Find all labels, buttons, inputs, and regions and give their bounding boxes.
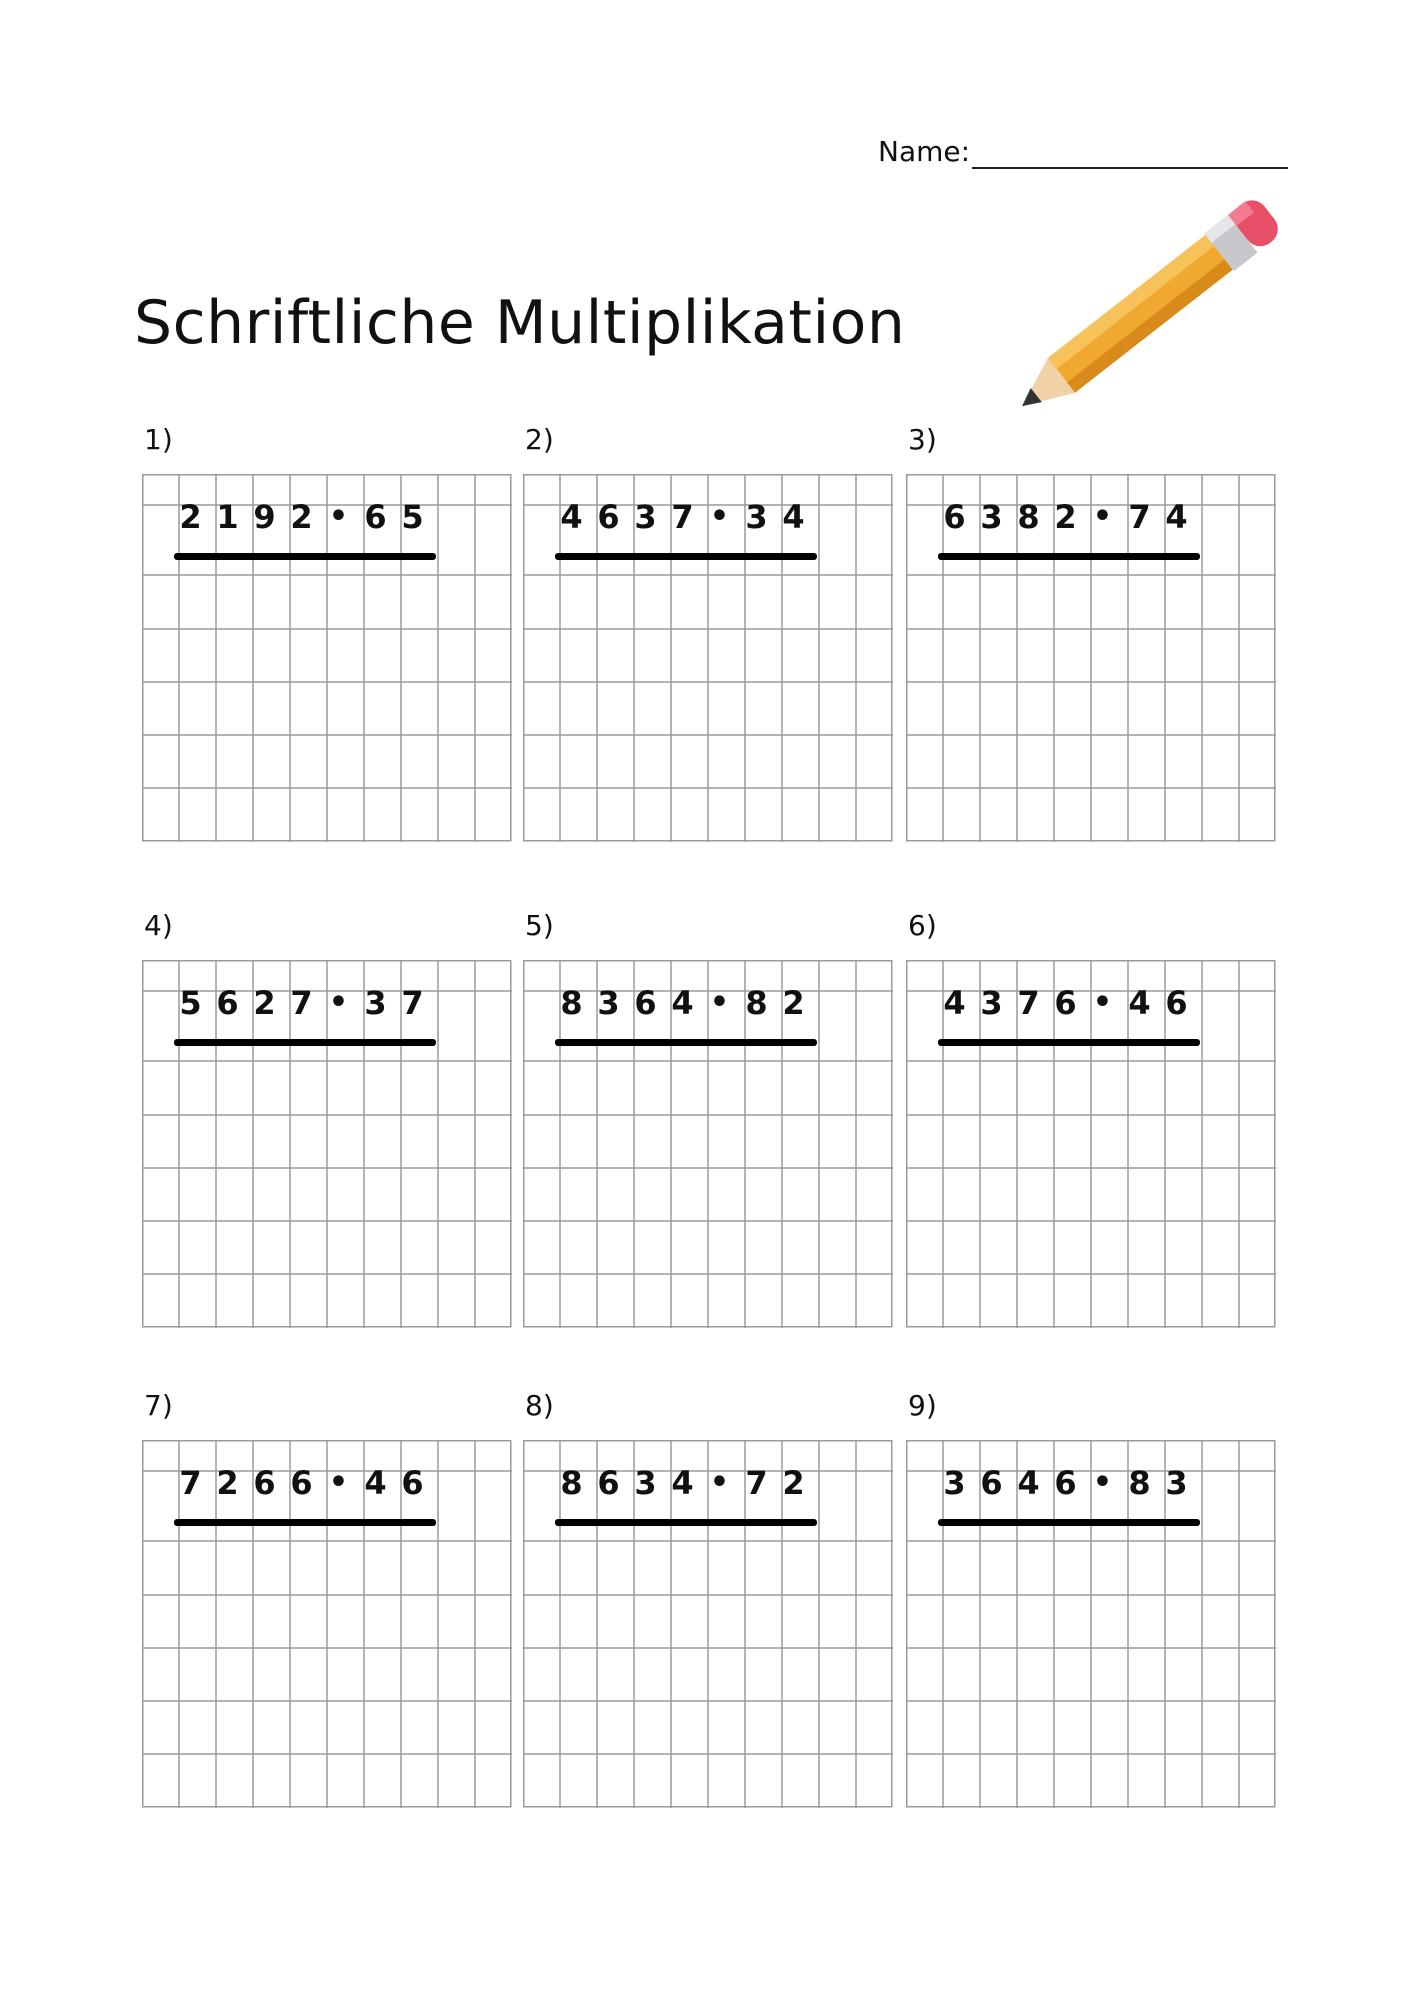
digit: 4 (782, 498, 805, 536)
digit: 6 (216, 984, 239, 1022)
digit: 2 (216, 1464, 239, 1502)
multiplication-problem (172, 490, 431, 544)
digit: 6 (597, 1464, 620, 1502)
problem-underline (938, 1039, 1200, 1046)
multiplication-problem (553, 1456, 812, 1510)
digit: 6 (401, 1464, 424, 1502)
digit: 7 (401, 984, 424, 1022)
digit: 5 (401, 498, 424, 536)
digit: 4 (364, 1464, 387, 1502)
digit: 8 (1128, 1464, 1151, 1502)
digit: 2 (782, 984, 805, 1022)
multiplication-problem (172, 1456, 431, 1510)
digit: 8 (560, 984, 583, 1022)
problem-underline (174, 1039, 436, 1046)
digit: 8 (560, 1464, 583, 1502)
multiplication-dot: • (1092, 499, 1113, 534)
digit: 6 (597, 498, 620, 536)
problem-underline (174, 553, 436, 560)
digit: 6 (1054, 984, 1077, 1022)
multiplication-problem (936, 1456, 1195, 1510)
digit: 3 (980, 498, 1003, 536)
digit: 2 (253, 984, 276, 1022)
problem-underline (555, 1519, 817, 1526)
multiplication-dot: • (1092, 1465, 1113, 1500)
problem-underline (174, 1519, 436, 1526)
digit: 7 (1017, 984, 1040, 1022)
digit: 1 (216, 498, 239, 536)
digit: 4 (560, 498, 583, 536)
digit: 7 (179, 1464, 202, 1502)
digit: 6 (634, 984, 657, 1022)
digit: 6 (943, 498, 966, 536)
multiplication-dot: • (328, 985, 349, 1020)
exercise-number: 8) (525, 1389, 554, 1422)
exercise-number: 1) (144, 423, 173, 456)
digit: 6 (1054, 1464, 1077, 1502)
exercise-number: 5) (525, 909, 554, 942)
digit: 2 (1054, 498, 1077, 536)
name-field-line[interactable] (972, 167, 1288, 169)
digit: 7 (671, 498, 694, 536)
exercise-number: 2) (525, 423, 554, 456)
exercise-number: 9) (908, 1389, 937, 1422)
digit: 6 (253, 1464, 276, 1502)
problem-underline (555, 553, 817, 560)
multiplication-dot: • (1092, 985, 1113, 1020)
digit: 3 (1165, 1464, 1188, 1502)
exercise-number: 4) (144, 909, 173, 942)
exercise-number: 7) (144, 1389, 173, 1422)
digit: 2 (290, 498, 313, 536)
multiplication-dot: • (328, 499, 349, 534)
problem-underline (555, 1039, 817, 1046)
digit: 8 (745, 984, 768, 1022)
multiplication-problem (553, 976, 812, 1030)
digit: 4 (943, 984, 966, 1022)
exercise-number: 6) (908, 909, 937, 942)
digit: 2 (782, 1464, 805, 1502)
digit: 3 (597, 984, 620, 1022)
digit: 4 (1128, 984, 1151, 1022)
digit: 3 (634, 1464, 657, 1502)
digit: 3 (364, 984, 387, 1022)
digit: 3 (980, 984, 1003, 1022)
multiplication-dot: • (709, 499, 730, 534)
digit: 5 (179, 984, 202, 1022)
digit: 6 (1165, 984, 1188, 1022)
multiplication-dot: • (709, 1465, 730, 1500)
digit: 7 (290, 984, 313, 1022)
digit: 6 (364, 498, 387, 536)
exercise-number: 3) (908, 423, 937, 456)
digit: 4 (1165, 498, 1188, 536)
page-title: Schriftliche Multiplikation (134, 288, 906, 358)
digit: 6 (290, 1464, 313, 1502)
digit: 2 (179, 498, 202, 536)
multiplication-problem (553, 490, 812, 544)
digit: 7 (1128, 498, 1151, 536)
digit: 3 (943, 1464, 966, 1502)
digit: 4 (671, 984, 694, 1022)
digit: 4 (671, 1464, 694, 1502)
digit: 9 (253, 498, 276, 536)
multiplication-dot: • (328, 1465, 349, 1500)
name-label: Name: (878, 135, 971, 168)
problem-underline (938, 553, 1200, 560)
digit: 3 (634, 498, 657, 536)
digit: 7 (745, 1464, 768, 1502)
problem-underline (938, 1519, 1200, 1526)
multiplication-problem (936, 490, 1195, 544)
digit: 8 (1017, 498, 1040, 536)
multiplication-problem (936, 976, 1195, 1030)
pencil-icon (1000, 190, 1300, 430)
digit: 4 (1017, 1464, 1040, 1502)
digit: 6 (980, 1464, 1003, 1502)
multiplication-problem (172, 976, 431, 1030)
multiplication-dot: • (709, 985, 730, 1020)
digit: 3 (745, 498, 768, 536)
